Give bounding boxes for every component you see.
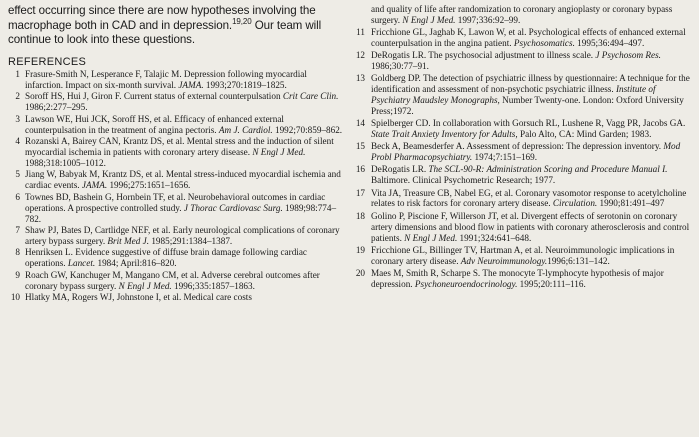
reference-item [350, 211, 694, 244]
reference-journal: Lancet. [67, 258, 96, 269]
reference-text: Spielberger CD. In collaboration with Gorsuch RL, Lushene R, Vagg PR, Jacobs GA. [371, 118, 686, 129]
reference-journal: N Engl J Med. [118, 280, 172, 291]
reference-number: 8 [15, 247, 20, 258]
reference-journal: JAMA. [81, 180, 108, 191]
reference-details: 1995;20:111–116. [517, 278, 586, 289]
reference-number: 2 [15, 91, 20, 102]
reference-text: Rozanski A, Bairey CAN, Krantz DS, et al. Mental stress and the induction of silent myocardial ischemia in patients with coronary artery disease. [25, 136, 334, 157]
references-list-right [350, 4, 694, 290]
reference-text: Goldberg DP. The detection of psychiatric illness by questionnaire: A technique for the identification and assessment of non-psychotic psychiatric illness. [371, 73, 690, 95]
reference-text: DeRogatis LR. [371, 164, 429, 175]
reference-details: 1993;270:1819–1825. [203, 79, 287, 90]
reference-journal: N Engl J Med. [252, 146, 306, 157]
reference-text: Frasure-Smith N, Lesperance F, Talajic M. Depression following myocardial infarction. Impact on six-month survival. [25, 68, 307, 90]
reference-journal: State Trait Anxiety Inventory for Adults, [371, 129, 518, 140]
reference-text: Fricchione GL, Jaghab K, Lawon W, et al. Psychological effects of enhanced external counterpulsation in the angina patient. [371, 27, 686, 49]
reference-journal: Circulation. [552, 198, 598, 209]
reference-details: 1992;70:859–862. [272, 124, 343, 135]
reference-journal: Psychoneuroendocrinology. [414, 278, 518, 289]
left-column [8, 4, 344, 304]
reference-details: 1997;336:92–99. [455, 14, 521, 25]
reference-item [8, 247, 344, 269]
reference-details: 1991;324:641–648. [457, 232, 532, 243]
reference-journal: Institute of Psychiatry Maudsley Monographs, [371, 84, 656, 106]
reference-text: Jiang W, Babyak M, Krantz DS, et al. Mental stress-induced myocardial ischemia and cardiac events. [25, 169, 341, 191]
reference-text: Townes BD, Bashein G, Hornbein TF, et al. Neurobehavioral outcomes in cardiac operations. A prospective controlled study. [25, 191, 326, 213]
reference-journal: Crit Care Clin. [282, 91, 339, 102]
reference-journal: Am J. Cardiol. [218, 124, 273, 135]
reference-journal: Brit Med J. [107, 235, 150, 246]
reference-item [350, 27, 694, 49]
reference-number: 16 [355, 164, 365, 175]
reference-text: Shaw PJ, Bates D, Cartlidge NEF, et al. Early neurological complications of coronary artery bypass surgery. [25, 225, 340, 246]
reference-item [8, 169, 344, 191]
reference-item [8, 192, 344, 225]
reference-number: 14 [355, 118, 365, 129]
reference-journal: N Engl J Med. [402, 14, 456, 25]
reference-text: Lawson WE, Hui JCK, Soroff HS, et al. Efficacy of enhanced external counterpulsation in the treatment of angina pectoris. [25, 113, 284, 135]
reference-item [350, 141, 694, 163]
reference-item [350, 245, 694, 267]
reference-details: 1996;335:1857–1863. [171, 280, 255, 291]
reference-text: DeRogatis LR. The psychosocial adjustment to illness scale. [371, 50, 596, 61]
reference-journal: Mod Probl Pharmacopsychiatry. [371, 141, 681, 163]
reference-journal: J Thorac Cardiovasc Surg. [183, 202, 283, 213]
reference-details: 1990;81:491–497 [597, 198, 665, 209]
reference-number: 15 [355, 141, 365, 152]
reference-number: 6 [15, 191, 20, 202]
reference-number: 11 [356, 27, 365, 38]
reference-details: Number Twenty-one. London: Oxford University Press;1972. [371, 95, 684, 117]
reference-item [8, 91, 344, 113]
reference-details: 1996;6:131–142. [547, 255, 610, 266]
reference-details: 1974;7:151–169. [472, 152, 538, 163]
reference-text: Vita JA, Treasure CB, Nabel EG, et al. Coronary vasomotor response to acetylcholine relates to risk factors for coronary artery disease. [371, 187, 687, 209]
reference-number: 17 [355, 187, 365, 198]
reference-number: 20 [355, 267, 365, 278]
reference-details: 1995;36:494–497. [574, 38, 645, 49]
references-heading: REFERENCES [8, 55, 87, 68]
reference-item [350, 188, 694, 210]
intro-paragraph [8, 4, 344, 48]
reference-journal: J Psychosom Res. [595, 50, 661, 61]
reference-details: 1989;98:774–782. [25, 202, 337, 224]
right-column [350, 4, 694, 291]
reference-journal: N Engl J Med. [404, 232, 458, 243]
reference-item [350, 118, 694, 140]
reference-item [8, 225, 344, 247]
reference-item [8, 69, 344, 91]
reference-number: 7 [15, 225, 20, 236]
reference-number: 1 [15, 68, 20, 79]
reference-item [350, 4, 694, 26]
reference-text: and quality of life after randomization to coronary angioplasty or coronary bypass surgery. [371, 4, 673, 25]
reference-details: 1996;275:1651–1656. [107, 180, 191, 191]
references-list-left [8, 69, 344, 303]
reference-text: Soroff HS, Hui J, Giron F. Current status of external counterpulsation [25, 91, 283, 102]
reference-item [350, 164, 694, 186]
reference-number: 10 [10, 292, 20, 303]
reference-item [8, 292, 344, 303]
reference-number: 13 [355, 73, 365, 84]
intro-citation: 19,20 [232, 16, 252, 26]
reference-item [8, 136, 344, 169]
reference-details: 1986;2:277–295. [25, 102, 88, 113]
reference-text: Henriksen L. Evidence suggestive of diffuse brain damage following cardiac operations. [25, 247, 307, 269]
reference-number: 19 [355, 244, 365, 255]
reference-details: Palo Alto, CA: Mind Garden; 1983. [517, 129, 652, 140]
reference-details: 1988;318:1005–1012. [25, 157, 106, 168]
reference-details: Baltimore. Clinical Psychometric Research; 1977. [371, 175, 556, 186]
reference-item [350, 73, 694, 117]
intro-text-after: Our team will continue to look into these questions. [8, 18, 322, 47]
reference-journal: JAMA. [178, 79, 204, 90]
reference-number: 12 [355, 50, 365, 61]
reference-text: Beck A, Beamesderfer A. Assessment of depression: The depression inventory. [371, 141, 664, 152]
reference-number: 9 [15, 269, 20, 280]
reference-text: Roach GW, Kanchuger M, Mangano CM, et al. Adverse cerebral outcomes after coronary bypass surgery. [25, 269, 320, 291]
reference-text: Maes M, Smith R, Scharpe S. The monocyte T-lymphocyte hypothesis of major depression. [371, 267, 664, 289]
reference-number: 5 [15, 169, 20, 180]
reference-journal: Psychosomatics. [513, 38, 575, 49]
reference-number: 3 [15, 113, 20, 124]
reference-item [350, 268, 694, 290]
reference-journal: The SCL-90-R: Administration Scoring and Procedure Manual I. [428, 164, 668, 175]
reference-number: 18 [355, 210, 365, 221]
intro-text: effect occurring since there are now hypotheses involving the macrophage both in CAD and in depression. [8, 4, 316, 32]
reference-item [8, 270, 344, 292]
reference-item [8, 114, 344, 136]
reference-number: 4 [15, 136, 20, 146]
reference-details: 1985;291:1384–1387. [149, 235, 233, 246]
reference-text: Fricchione GL, Billinger TV, Hartman A, et al. Neuroimmunologic implications in coronary artery disease. [371, 244, 675, 266]
reference-journal: Adv Neuroimmunology. [460, 255, 548, 266]
reference-item [350, 50, 694, 72]
reference-details: 1984; April:816–820. [95, 258, 177, 269]
reference-text: Golino P, Piscione F, Willerson JT, et al. Divergent effects of serotonin on coronary artery dimensions and blood flow in patients with coronary atherosclerosis and control patients. [371, 210, 690, 243]
reference-text: Hlatky MA, Rogers WJ, Johnstone I, et al. Medical care costs [25, 292, 252, 303]
reference-details: 1986;30:77–91. [371, 61, 429, 72]
